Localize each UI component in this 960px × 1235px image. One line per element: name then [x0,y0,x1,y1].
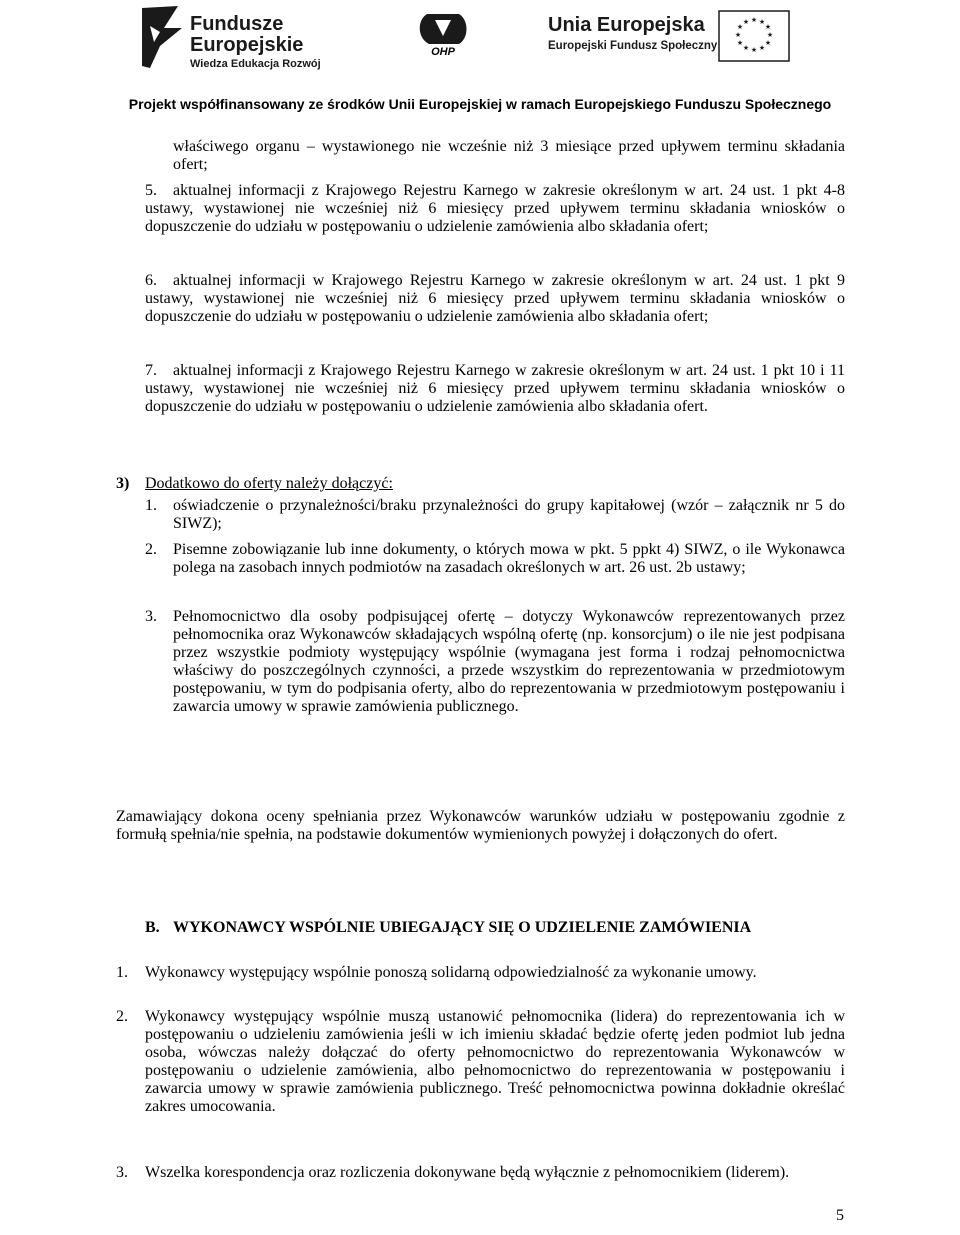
list-number: 5. [145,182,157,199]
joint-contractors-item-1: Wykonawcy występujący wspólnie ponoszą solidarną odpowiedzialność za wykonanie umowy. [145,964,757,981]
section-number: 3) [116,475,130,492]
fe-logo-subtitle: Wiedza Edukacja Rozwój [190,58,321,70]
ue-logo-title: Unia Europejska [548,14,705,36]
list-number: 7. [145,362,157,379]
svg-text:★: ★ [764,23,772,31]
ohp-emblem-icon [413,10,473,50]
ohp-logo [413,10,473,66]
ue-logo-subtitle: Europejski Fundusz Społeczny [548,40,718,52]
attachment-item-1: oświadczenie o przynależności/braku przynależności do grupy kapitałowej (wzór – załącznik nr 5 do SIWZ); [173,497,845,532]
list-item-6: aktualnej informacji w Krajowego Rejestru Karnego w zakresie określonym w art. 24 ust. 1 pkt 9 ustawy, wystawionej nie wcześniej niż 6 miesięcy przed upływem terminu składania wniosków o dopuszczenie do udziału w postępowaniu o udzielenie zamówienia albo składania ofert; [145,272,845,325]
svg-text:★: ★ [734,31,742,39]
eu-flag-icon [718,10,790,62]
svg-text:★: ★ [736,39,744,47]
attachment-item-2: Pisemne zobowiązanie lub inne dokumenty, o których mowa w pkt. 5 ppkt 4) SIWZ, o ile Wykonawca polega na zasobach innych podmiotów na zasadach określonych w art. 26 ust. 2b ustawy; [173,541,845,576]
list-item-7: aktualnej informacji z Krajowego Rejestru Karnego w zakresie określonym w art. 24 ust. 1 pkt 10 i 11 ustawy, wystawionej nie wcześniej niż 6 miesięcy przed upływem terminu składania wniosków o dopuszczenie do udziału w postępowaniu o udzielenie zamówienia albo składania ofert. [145,362,845,415]
svg-text:★: ★ [764,39,772,47]
page-number: 5 [836,1207,844,1224]
attachment-item-3: Pełnomocnictwo dla osoby podpisującej ofertę – dotyczy Wykonawców reprezentowanych przez pełnomocnika oraz Wykonawców składających wspólną ofertę (np. konsorcjum) o ile nie jest podpisana przez wszystkie podmioty występujący wspólnie (wymagana jest forma i rodzaj pełnomocnictwa właściwy do poszczególnych czynności, a przede wszystkim do reprezentowania w przedmiotowym postępowaniu, w tym do podpisania oferty, albo do reprezentowania w przedmiotowym postępowaniu i zawarcia umowy w sprawie zamówienia publicznego. [173,608,845,715]
section-title: Dodatkowo do oferty należy dołączyć: [145,475,393,492]
svg-text:★: ★ [766,31,774,39]
list-item-5: aktualnej informacji z Krajowego Rejestru Karnego w zakresie określonym w art. 24 ust. 1 pkt 4-8 ustawy, wystawionej nie wcześniej niż 6 miesięcy przed upływem terminu składania wniosków o dopuszczenie do udziału w postępowaniu o udzielenie zamówienia albo składania ofert; [145,182,845,235]
svg-text:★: ★ [742,18,750,26]
fe-logo-line1: Fundusze [190,13,284,35]
svg-text:★: ★ [736,23,744,31]
fe-logo-line2: Europejskie [190,34,304,56]
list-number: 2. [116,1008,128,1025]
joint-contractors-item-3: Wszelka korespondencja oraz rozliczenia dokonywane będą wyłącznie z pełnomocnikiem (liderem). [145,1164,790,1181]
svg-text:★: ★ [750,16,758,24]
page-header [0,0,960,118]
svg-text:★: ★ [758,18,766,26]
list-number: 2. [145,541,157,558]
fe-star-icon [140,6,184,68]
section-b-title: WYKONAWCY WSPÓLNIE UBIEGAJĄCY SIĘ O UDZIELENIE ZAMÓWIENIA [173,919,752,936]
svg-text:★: ★ [742,44,750,52]
list-number: 1. [116,964,128,981]
project-funding-line: Projekt współfinansowany ze środków Unii Europejskiej w ramach Europejskiego Funduszu Społecznego [128,96,832,112]
joint-contractors-item-2: Wykonawcy występujący wspólnie muszą ustanowić pełnomocnika (lidera) do reprezentowania ich w postępowaniu o udzieleniu zamówienia jeśli w ich imieniu składać będzie ofertę jeden podmiot lub jedna osoba, wówczas należy dołączać do oferty pełnomocnictwo do reprezentowania Wykonawców w postępowaniu o udzielenie zamówienia, albo pełnomocnictwo do reprezentowania w postępowaniu i zawarcia umowy w sprawie zamówienia publicznego. Treść pełnomocnictwa powinna dokładnie określać zakres umocowania. [145,1008,845,1115]
fundusze-europejskie-logo [140,6,340,72]
list-number: 6. [145,272,157,289]
list-item-continuation: właściwego organu – wystawionego nie wcześnie niż 3 miesiące przed upływem terminu składania ofert; [173,138,845,173]
assessment-paragraph: Zamawiający dokona oceny spełniania przez Wykonawców warunków udziału w postępowaniu zgodnie z formułą spełnia/nie spełnia, na podstawie dokumentów wymienionych powyżej i dołączonych do ofert. [116,808,845,843]
list-number: 3. [145,608,157,625]
list-number: 1. [145,497,157,514]
section-b-label: B. [145,919,160,936]
svg-text:★: ★ [758,44,766,52]
list-number: 3. [116,1164,128,1181]
ohp-logo-text: OHP [431,46,455,58]
svg-text:★: ★ [750,46,758,54]
